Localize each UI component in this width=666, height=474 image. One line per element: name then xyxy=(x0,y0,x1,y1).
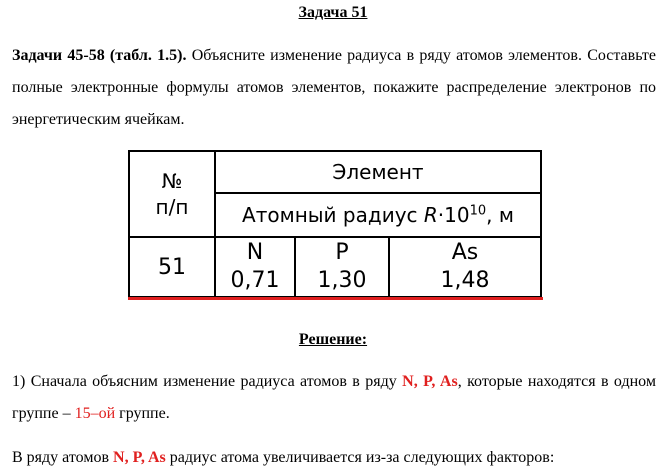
task-paragraph xyxy=(12,40,656,136)
row-number-cell: 51 xyxy=(129,237,215,297)
radius-prefix: Атомный радиус xyxy=(242,203,424,227)
radius-exponent: 10 xyxy=(469,203,487,219)
number-sign-label: № xyxy=(161,169,183,193)
step1-elements: N, P, As xyxy=(402,373,458,390)
element-symbol: P xyxy=(335,240,349,265)
pp-label: п/п xyxy=(155,195,189,219)
step1-text-b: , которые находятся в одном группе – xyxy=(12,373,656,422)
step1-paragraph xyxy=(12,366,656,430)
step2-paragraph xyxy=(12,442,656,474)
element-radius: 1,48 xyxy=(440,268,490,293)
element-symbol: N xyxy=(246,240,264,265)
table-red-underline xyxy=(128,297,543,300)
step2-text-b: радиус атома увеличивается из-за следующих факторов: xyxy=(165,449,555,466)
radius-header-cell xyxy=(215,193,541,237)
element-cell-n xyxy=(215,237,295,297)
element-radius: 0,71 xyxy=(230,268,280,293)
element-cell-p xyxy=(295,237,389,297)
radius-unit: , м xyxy=(486,203,514,227)
page-title: Задача 51 xyxy=(298,4,368,21)
element-cell-as xyxy=(389,237,541,297)
radius-variable: R xyxy=(423,203,438,227)
task-label: Задачи 45-58 (табл. 1.5). xyxy=(12,47,187,64)
elements-table xyxy=(128,150,542,298)
radius-multiplier: ·10 xyxy=(437,203,470,227)
number-header-cell xyxy=(129,151,215,237)
element-header-cell: Элемент xyxy=(215,151,541,193)
element-radius: 1,30 xyxy=(317,268,367,293)
solution-heading: Решение: xyxy=(298,331,368,348)
step2-elements: N, P, As xyxy=(113,449,166,466)
step1-group: 15–ой xyxy=(74,405,116,422)
step2-text-a: В ряду атомов xyxy=(12,449,114,466)
element-symbol: As xyxy=(451,240,479,265)
step1-text-a: 1) Сначала объясним изменение радиуса атомов в ряду xyxy=(12,373,403,390)
step1-text-c: группе. xyxy=(115,405,170,422)
task-text: Объясните изменение радиуса в ряду атомов элементов. Составьте полные электронные формулы атомов элементов, покажите распределение электронов по энергетическим ячейкам. xyxy=(12,47,656,128)
